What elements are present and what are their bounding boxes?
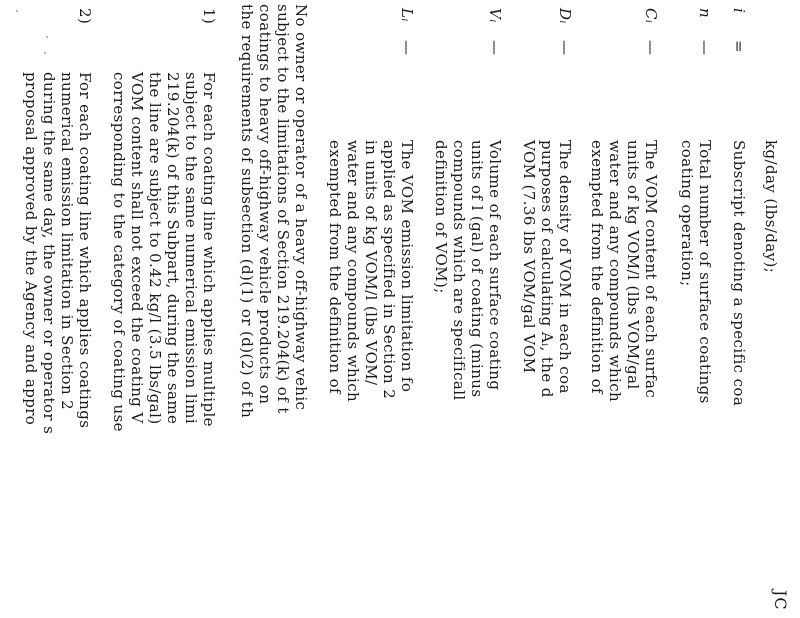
item-number: 2): [76, 8, 94, 25]
item-line: 219.204(k) of this Subpart, during the same: [164, 72, 182, 425]
scan-speck: [44, 52, 46, 54]
definition-text: in units of kg VOM/l (lbs VOM/: [362, 140, 380, 386]
definition-dash: —: [696, 40, 714, 56]
definition-text: compounds which are specificall: [450, 140, 468, 401]
paragraph-line: subject to the limitations of Section 219.204(k) of t: [274, 4, 292, 414]
definition-text: units of kg VOM/l (lbs VOM/gal: [624, 140, 642, 390]
item-line: corresponding to the category of coating use: [110, 72, 128, 432]
definition-text: exempted from the definition of: [326, 140, 344, 394]
definition-text: water and any compounds which: [606, 140, 624, 403]
definition-dash: —: [556, 40, 574, 56]
definition-text: units of l (gal) of coating (minus: [468, 140, 486, 398]
definition-symbol: i: [730, 8, 748, 14]
definition-text: Volume of each surface coating: [486, 140, 504, 391]
definition-text: purposes of calculating Aᵢ, the d: [538, 140, 556, 398]
item-line: subject to the same numerical emission limi: [182, 72, 200, 425]
item-line: For each coating line which applies multiple: [200, 72, 218, 427]
item-line: proposal approved by the Agency and appro: [22, 72, 40, 426]
definition-text: Total number of surface coatings: [696, 140, 714, 404]
definition-text: exempted from the definition of: [588, 140, 606, 394]
definition-symbol: Cᵢ: [642, 8, 660, 24]
paragraph-line: the requirements of subsection (d)(1) or (d)(2) of th: [238, 4, 256, 419]
definition-text: coating operation;: [678, 140, 696, 287]
definition-text: definition of VOM);: [432, 140, 450, 294]
item-line: the line are subject to 0.42 kg/l (3.5 lbs/gal): [146, 72, 164, 425]
item-number: 1): [200, 8, 218, 25]
definition-text: The VOM content of each surfac: [642, 140, 660, 399]
definition-symbol: Dᵢ: [556, 8, 574, 24]
page-header-mark: JC: [771, 590, 790, 611]
definition-dash: —: [642, 40, 660, 56]
definition-text: water and any compounds which: [344, 140, 362, 403]
definition-text: VOM (7.36 lbs VOM/gal VOM: [520, 140, 538, 374]
definition-text: applied as specified in Section 2: [380, 140, 398, 400]
top-line: kg/day (lbs/day);: [762, 140, 780, 274]
definition-dash: —: [398, 40, 416, 56]
definition-symbol: n: [696, 8, 714, 19]
definition-text: Subscript denoting a specific coa: [730, 140, 748, 407]
scan-speck: [46, 36, 48, 38]
definition-symbol: Lᵢ: [398, 8, 416, 22]
item-line: VOM content shall not exceed the coating V: [128, 72, 146, 424]
item-line: numerical emission limitation in Section 2: [58, 72, 76, 411]
scan-speck: [16, 10, 18, 12]
definition-symbol: Vᵢ: [486, 8, 504, 23]
paragraph-line: No owner or operator of a heavy off-highway vehic: [292, 4, 310, 411]
definition-text: The density of VOM in each coa: [556, 140, 574, 394]
definition-dash: =: [730, 40, 748, 53]
definition-text: The VOM emission limitation fo: [398, 140, 416, 393]
definition-dash: —: [486, 40, 504, 56]
item-line: For each coating line which applies coatings: [76, 72, 94, 429]
paragraph-line: coatings to heavy off-highway vehicle products on: [256, 4, 274, 405]
item-line: during the same day, the owner or operator s: [40, 72, 58, 435]
